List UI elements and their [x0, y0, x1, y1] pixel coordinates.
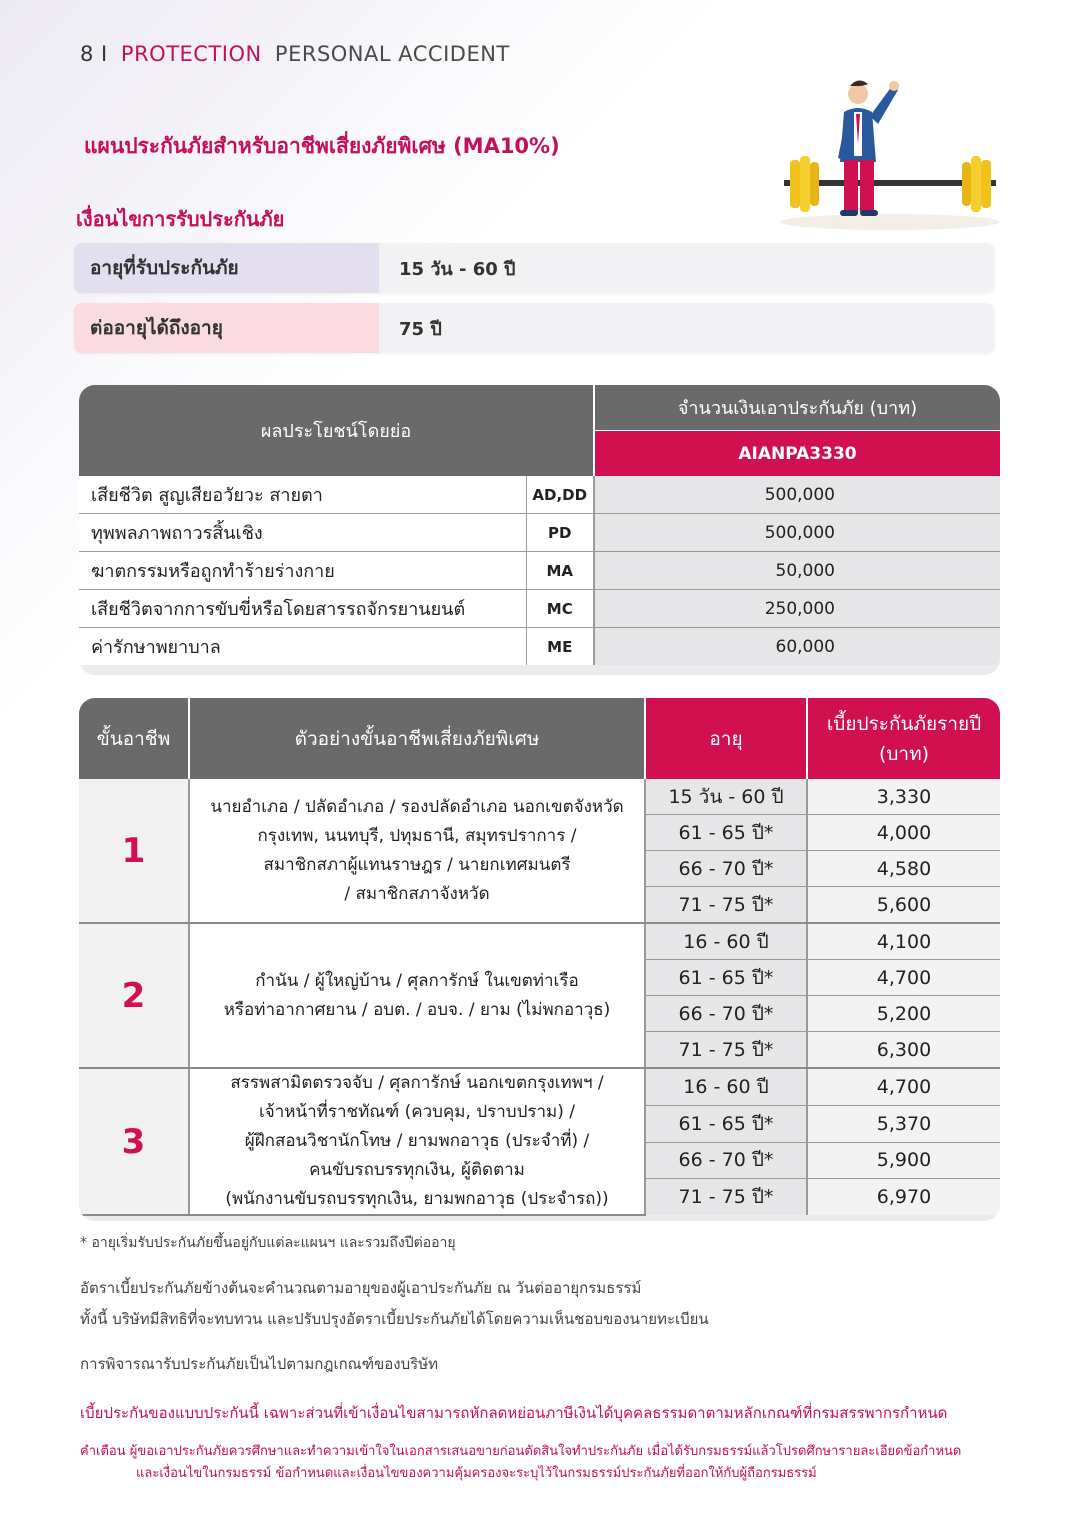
benefit-code: PD: [526, 514, 594, 552]
asterisk-note: * อายุเริ่มรับประกันภัยขึ้นอยู่กับแต่ละแผนฯ และรวมถึงปีต่ออายุ: [80, 1235, 456, 1251]
age-range: 16 - 60 ปี: [645, 923, 807, 960]
premium-table: [79, 698, 1000, 1221]
age-range: 15 วัน - 60 ปี: [645, 779, 807, 815]
age-range: 71 - 75 ปี*: [645, 887, 807, 924]
condition-label: ต่ออายุได้ถึงอายุ: [74, 303, 379, 353]
condition-value: 75 ปี: [399, 318, 442, 340]
benefit-amount: 500,000: [594, 476, 1000, 514]
subsection-title: PERSONAL ACCIDENT: [274, 42, 510, 66]
benefit-code: AD,DD: [526, 476, 594, 514]
premium-header-line1: เบี้ยประกันภัยรายปี: [826, 712, 982, 735]
benefit-code: ME: [526, 628, 594, 666]
occupation-line: คนขับรถบรรทุกเงิน, ผู้ติดตาม: [309, 1160, 525, 1180]
tax-note: เบี้ยประกันของแบบประกันนี้ เฉพาะส่วนที่เข้าเงื่อนไขสามารถหักลดหย่อนภาษีเงินได้บุคคลธรรมดาตามหลักเกณฑ์ที่กรมสรรพากรกำหนด: [80, 1404, 948, 1422]
age-range: 66 - 70 ปี*: [645, 996, 807, 1032]
plan-title: แผนประกันภัยสำหรับอาชีพเสี่ยงภัยพิเศษ (MA10%): [84, 134, 560, 158]
section-title: PROTECTION: [120, 42, 262, 66]
occupation-line: สรรพสามิตตรวจจับ / ศุลการักษ์ นอกเขตกรุงเทพฯ /: [230, 1073, 604, 1093]
age-range: 61 - 65 ปี*: [645, 815, 807, 851]
condition-row-age: [74, 243, 995, 293]
table-row: [79, 1068, 1000, 1105]
annual-premium: 6,300: [807, 1032, 1000, 1069]
warning-block: [80, 1441, 980, 1485]
occupation-examples: [189, 923, 645, 1068]
occupation-level: 1: [79, 779, 189, 923]
age-range: 61 - 65 ปี*: [645, 1105, 807, 1142]
benefit-code: MA: [526, 552, 594, 590]
occupation-line: กำนัน / ผู้ใหญ่บ้าน / ศุลการักษ์ ในเขตท่าเรือ: [255, 970, 579, 991]
benefits-table: [79, 385, 1000, 675]
age-range: 71 - 75 ปี*: [645, 1032, 807, 1069]
age-range: 66 - 70 ปี*: [645, 1142, 807, 1179]
examples-header: ตัวอย่างขั้นอาชีพเสี่ยงภัยพิเศษ: [189, 698, 645, 779]
benefit-name: ค่ารักษาพยาบาล: [79, 628, 526, 666]
weightlifter-illustration: [770, 72, 1010, 232]
annual-premium: 3,330: [807, 779, 1000, 815]
benefit-name: เสียชีวิต สูญเสียอวัยวะ สายตา: [79, 476, 526, 514]
benefits-header: ผลประโยชน์โดยย่อ: [79, 385, 594, 476]
annual-premium: 5,900: [807, 1142, 1000, 1179]
table-row: [79, 628, 1000, 666]
table-row: [79, 552, 1000, 590]
annual-premium: 5,370: [807, 1105, 1000, 1142]
occupation-line: นายอำเภอ / ปลัดอำเภอ / รองปลัดอำเภอ นอกเขตจังหวัด: [210, 796, 624, 817]
annual-premium: 5,600: [807, 887, 1000, 924]
benefit-amount: 500,000: [594, 514, 1000, 552]
benefit-amount: 250,000: [594, 590, 1000, 628]
age-range: 16 - 60 ปี: [645, 1068, 807, 1105]
benefit-name: ฆาตกรรมหรือถูกทำร้ายร่างกาย: [79, 552, 526, 590]
table-row: [79, 590, 1000, 628]
amount-header: จำนวนเงินเอาประกันภัย (บาท): [594, 385, 1000, 431]
table-row: [79, 779, 1000, 815]
annual-premium: 4,100: [807, 923, 1000, 960]
occupation-examples: [189, 779, 645, 923]
annual-premium: 4,700: [807, 1068, 1000, 1105]
age-header: อายุ: [645, 698, 807, 779]
page-header: [80, 42, 510, 66]
annual-premium: 6,970: [807, 1179, 1000, 1215]
occupation-level: 3: [79, 1068, 189, 1215]
occupation-examples: [189, 1068, 645, 1215]
condition-label: อายุที่รับประกันภัย: [74, 243, 379, 293]
conditions-title: เงื่อนไขการรับประกันภัย: [76, 207, 285, 231]
underwriting-note: การพิจารณารับประกันภัยเป็นไปตามกฎเกณฑ์ของบริษัท: [80, 1355, 438, 1373]
table-row: [79, 514, 1000, 552]
occupation-line: (พนักงานขับรถบรรทุกเงิน, ยามพกอาวุธ (ประจำรถ)): [225, 1189, 609, 1209]
age-range: 71 - 75 ปี*: [645, 1179, 807, 1215]
plan-code: AIANPA3330: [594, 431, 1000, 477]
warning-line2: และเงื่อนไขในกรมธรรม์ ข้อกำหนดและเงื่อนไขของความคุ้มครองจะระบุไว้ในกรมธรรม์ประกันภัยที่ออกให้กับผู้ถือกรมธรรม์: [136, 1466, 817, 1481]
premium-header-line2: (บาท): [878, 742, 930, 765]
occupation-level: 2: [79, 923, 189, 1068]
table-row: [79, 476, 1000, 514]
annual-premium: 4,700: [807, 960, 1000, 996]
age-range: 61 - 65 ปี*: [645, 960, 807, 996]
level-header: ขั้นอาชีพ: [79, 698, 189, 779]
occupation-line: / สมาชิกสภาจังหวัด: [344, 883, 490, 904]
annual-premium: 5,200: [807, 996, 1000, 1032]
rate-note-line2: ทั้งนี้ บริษัทมีสิทธิที่จะทบทวน และปรับปรุงอัตราเบี้ยประกันภัยได้โดยความเห็นชอบของนายทะเบียน: [80, 1310, 709, 1328]
occupation-line: สมาชิกสภาผู้แทนราษฎร / นายกเทศมนตรี: [263, 854, 571, 875]
annual-premium: 4,580: [807, 851, 1000, 887]
page-number: 8 I: [80, 42, 108, 66]
benefit-amount: 50,000: [594, 552, 1000, 590]
warning-line1: คำเตือน ผู้ขอเอาประกันภัยควรศึกษาและทำความเข้าใจในเอกสารเสนอขายก่อนตัดสินใจทำประกันภัย เมื่อได้รับกรมธรรม์แล้วโปรดศึกษารายละเอียดข้อกำหนด: [80, 1444, 962, 1459]
benefit-name: เสียชีวิตจากการขับขี่หรือโดยสารรถจักรยานยนต์: [79, 590, 526, 628]
premium-header: [807, 698, 1000, 779]
rate-note-line1: อัตราเบี้ยประกันภัยข้างต้นจะคำนวณตามอายุของผู้เอาประกันภัย ณ วันต่ออายุกรมธรรม์: [80, 1279, 642, 1297]
condition-row-renewal: [74, 303, 995, 353]
occupation-line: กรุงเทพ, นนทบุรี, ปทุมธานี, สมุทรปราการ /: [257, 825, 577, 846]
benefit-amount: 60,000: [594, 628, 1000, 666]
occupation-line: ผู้ฝึกสอนวิชานักโทษ / ยามพกอาวุธ (ประจำที่) /: [244, 1131, 590, 1151]
table-row: [79, 923, 1000, 960]
annual-premium: 4,000: [807, 815, 1000, 851]
condition-value: 15 วัน - 60 ปี: [399, 258, 516, 280]
occupation-line: เจ้าหน้าที่ราชทัณฑ์ (ควบคุม, ปราบปราม) /: [258, 1102, 576, 1122]
benefit-code: MC: [526, 590, 594, 628]
age-range: 66 - 70 ปี*: [645, 851, 807, 887]
occupation-line: หรือท่าอากาศยาน / อบต. / อบจ. / ยาม (ไม่พกอาวุธ): [223, 999, 611, 1020]
benefit-name: ทุพพลภาพถาวรสิ้นเชิง: [79, 514, 526, 552]
